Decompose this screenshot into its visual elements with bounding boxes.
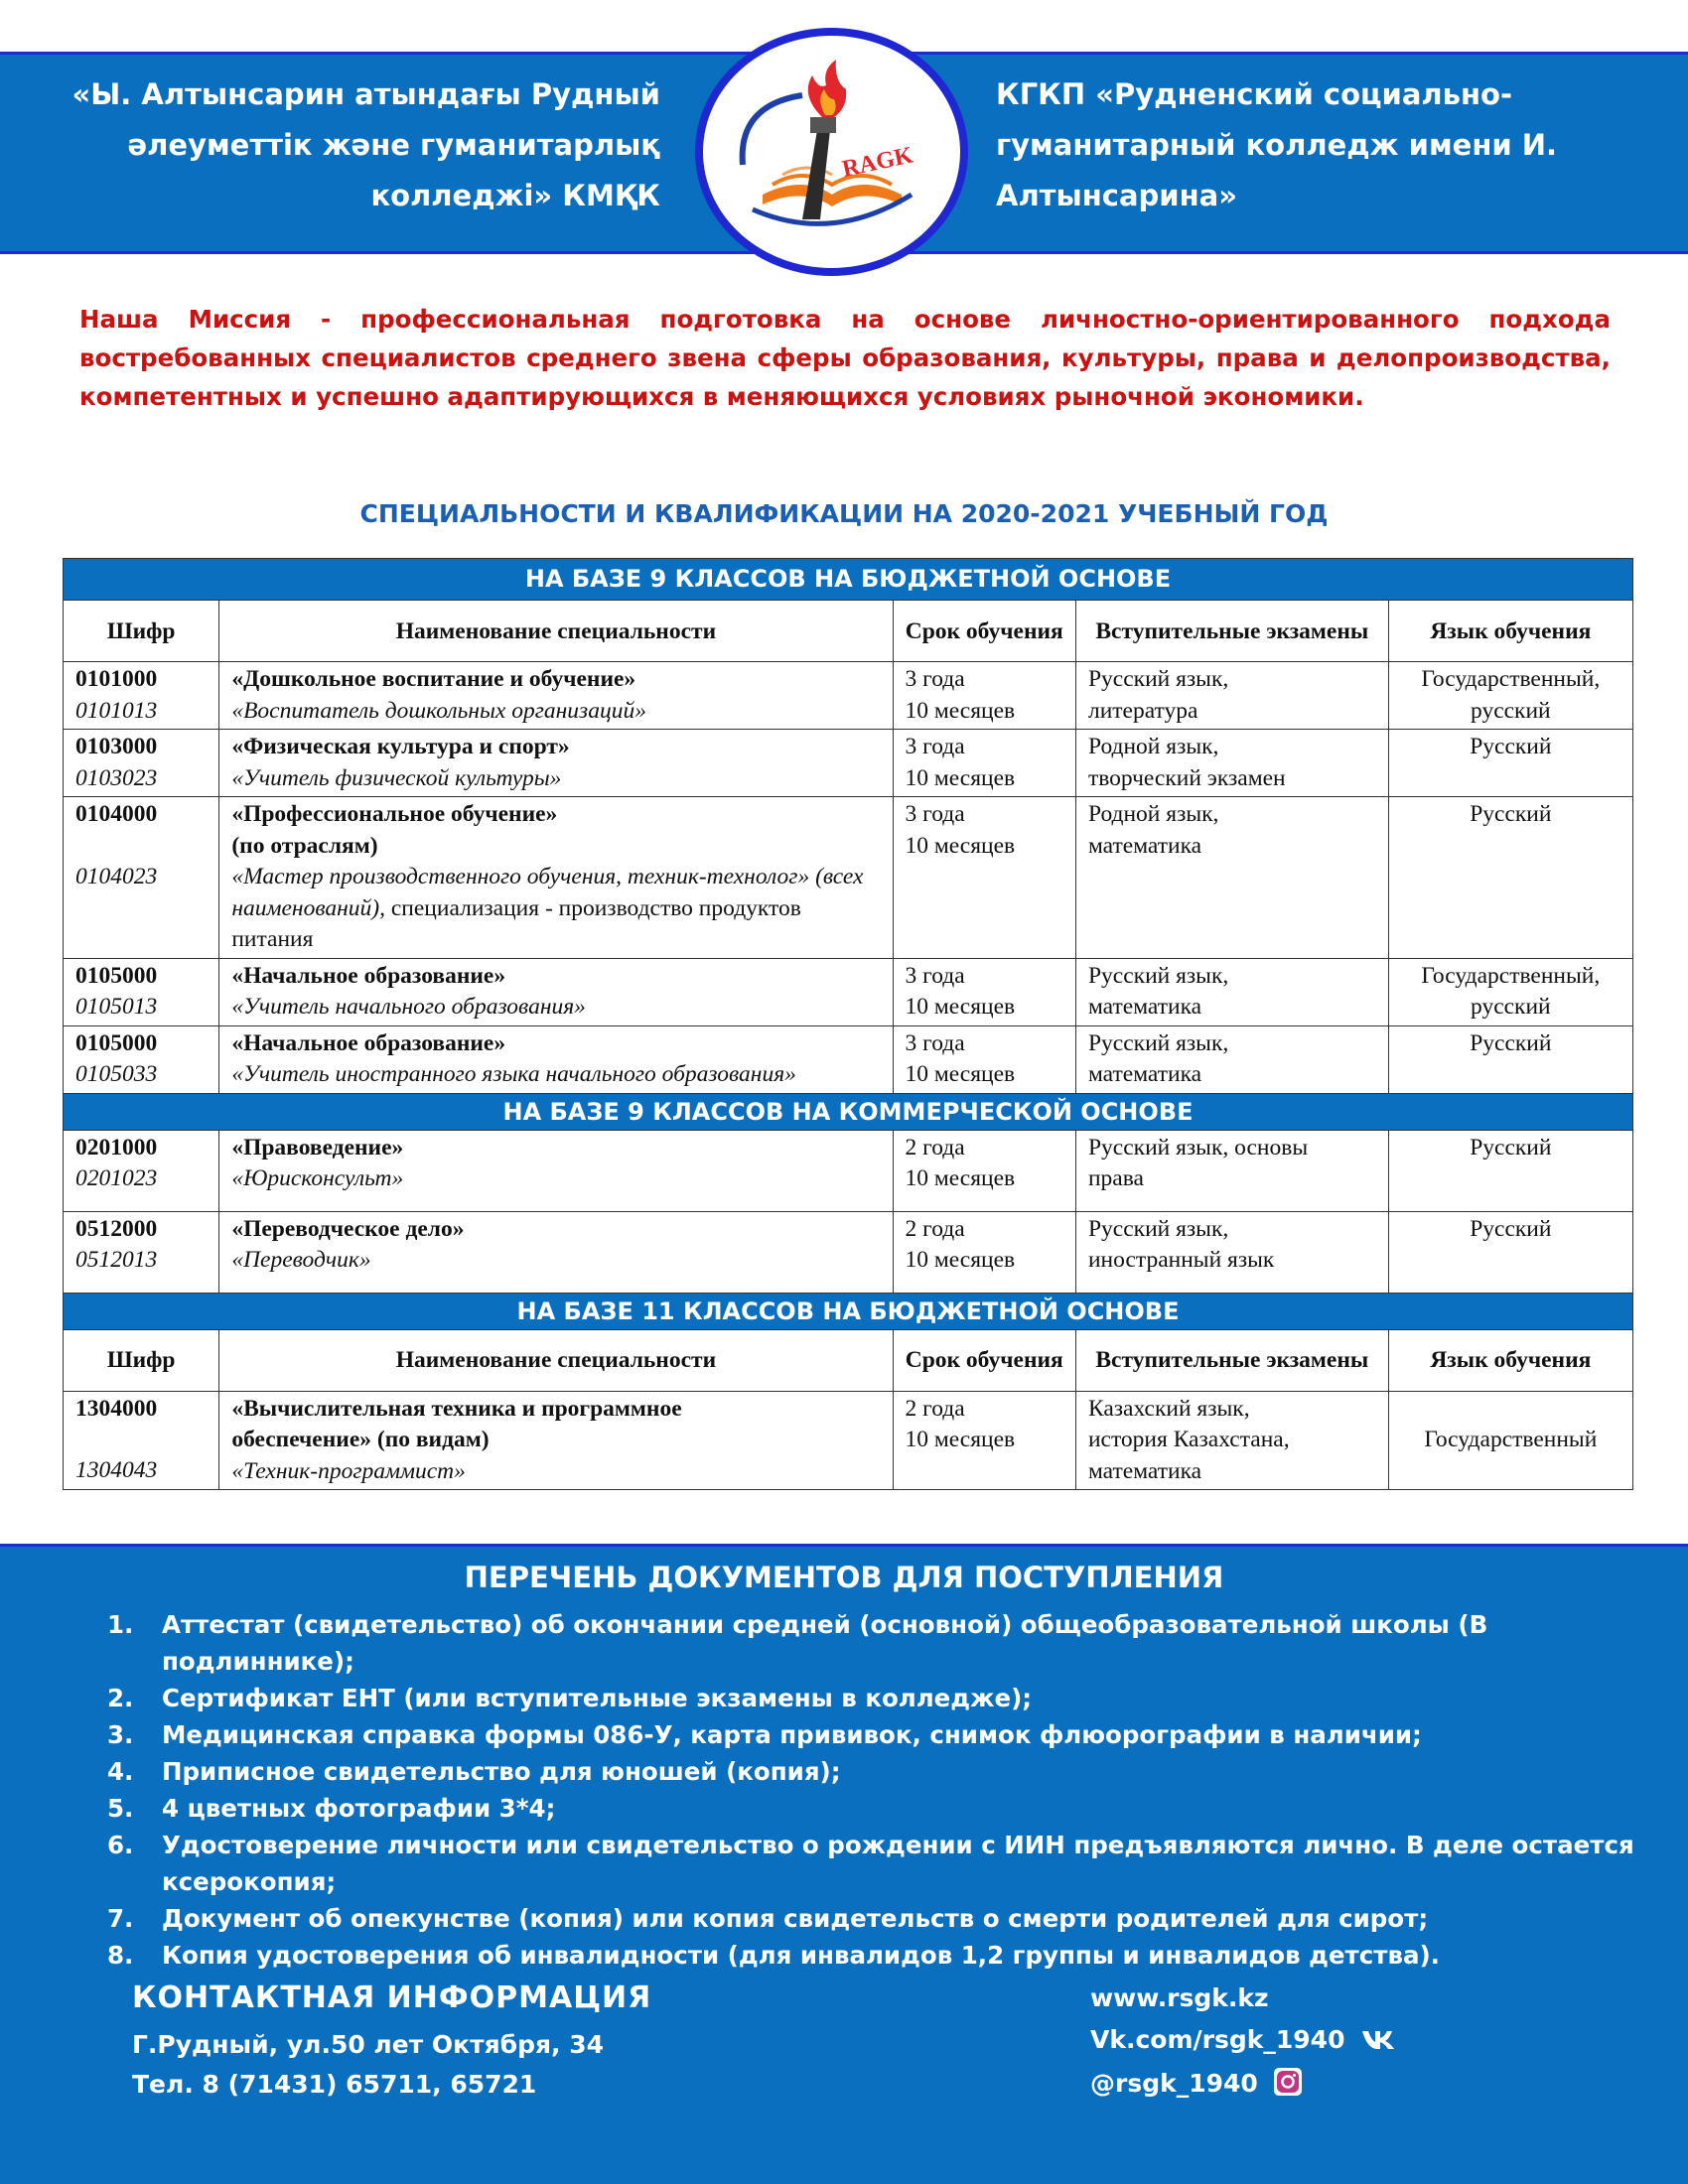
- study-term: 10 месяцев: [905, 697, 1016, 724]
- vk-link[interactable]: Vk.com/rsgk_1940: [1090, 2025, 1345, 2054]
- specialty-name: «Вычислительная техника и программное: [231, 1395, 682, 1422]
- specialties-table: [63, 558, 1633, 1490]
- instagram-link[interactable]: @rsgk_1940: [1090, 2069, 1258, 2098]
- specialty-code: 0105000: [75, 962, 158, 989]
- specialty-name: «Правоведение»: [231, 1134, 404, 1160]
- college-name-kazakh: [40, 69, 660, 221]
- qualification-name: «Юрисконсульт»: [231, 1165, 404, 1191]
- specialties-title: СПЕЦИАЛЬНОСТИ И КВАЛИФИКАЦИИ НА 2020-2021 УЧЕБНЫЙ ГОД: [359, 499, 1329, 528]
- header-right-line: КГКП «Рудненский социально-: [996, 77, 1512, 111]
- column-header: Язык обучения: [1388, 1329, 1632, 1391]
- specialty-name: обеспечение» (по видам): [231, 1427, 490, 1452]
- item-text: Документ об опекунстве (копия) или копия свидетельств о смерти родителей для сирот;: [162, 1904, 1429, 1933]
- specialization: специализация - производство продуктов питания: [231, 894, 801, 952]
- study-term: 3 года: [905, 962, 965, 989]
- column-header: Язык обучения: [1388, 601, 1632, 662]
- entrance-exam: Русский язык,: [1087, 1029, 1229, 1056]
- qualification-name: «Техник-программист»: [231, 1457, 466, 1484]
- item-text: Копия удостоверения об инвалидности (для инвалидов 1,2 группы и инвалидов детства).: [162, 1941, 1440, 1970]
- list-item: [107, 1827, 1656, 1900]
- section-title: НА БАЗЕ 9 КЛАССОВ НА БЮДЖЕТНОЙ ОСНОВЕ: [64, 559, 1633, 601]
- website-link[interactable]: www.rsgk.kz: [1090, 1983, 1269, 2012]
- section-header: [64, 1293, 1633, 1329]
- entrance-exam: творческий экзамен: [1087, 764, 1286, 791]
- table-row: [64, 730, 1633, 797]
- header-left-line: әлеуметтік және гуманитарлық: [127, 128, 660, 162]
- study-term: 10 месяцев: [905, 1061, 1016, 1087]
- specialty-code: 0105000: [75, 1029, 158, 1056]
- specialty-name: «Переводческое дело»: [231, 1215, 465, 1242]
- item-number: 3.: [107, 1720, 134, 1749]
- qualification-code: 0104023: [75, 863, 158, 889]
- torch-book-logo-icon: [723, 56, 941, 254]
- column-header: Вступительные экзамены: [1075, 1329, 1388, 1391]
- mission-statement: Наша Миссия - профессиональная подготовка на основе личностно-ориентированного подхода востребованных специалистов среднего звена сферы образования, культуры, права и делопроизводства, компетентных и успешно адаптирующихся в меняющихся условиях рыночной экономики.: [79, 305, 1611, 411]
- documents-list: [107, 1606, 1656, 1974]
- item-number: 4.: [107, 1757, 134, 1786]
- qualification-code: 0105033: [75, 1061, 158, 1087]
- qualification-code: 0101013: [75, 697, 158, 724]
- item-number: 5.: [107, 1794, 134, 1823]
- entrance-exam: Казахский язык,: [1087, 1395, 1250, 1422]
- qualification-code: 0512013: [75, 1247, 158, 1273]
- qualification-name: «Мастер производственного обучения, техник-технолог» (всех наименований),: [231, 864, 864, 921]
- entrance-exam: Русский язык,: [1087, 1215, 1229, 1242]
- table-row: [64, 1025, 1633, 1093]
- column-header: Наименование специальности: [219, 1329, 893, 1391]
- entrance-exam: права: [1087, 1165, 1144, 1191]
- table-row: [64, 1130, 1633, 1211]
- list-item: [107, 1790, 1656, 1827]
- header-left-line: «Ы. Алтынсарин атындағы Рудный: [71, 77, 660, 111]
- study-term: 10 месяцев: [905, 1427, 1016, 1452]
- instagram-icon: [1273, 2067, 1303, 2103]
- study-term: 3 года: [905, 801, 965, 827]
- study-term: 2 года: [905, 1215, 965, 1242]
- item-text: 4 цветных фотографии 3*4;: [162, 1794, 556, 1823]
- qualification-code: 1304043: [75, 1457, 158, 1483]
- study-term: 10 месяцев: [905, 1247, 1016, 1273]
- entrance-exam: математика: [1087, 1061, 1202, 1087]
- qualification-name: «Учитель физической культуры»: [231, 764, 562, 791]
- item-number: 8.: [107, 1941, 134, 1970]
- qualification-code: 0105013: [75, 994, 158, 1020]
- college-logo: [695, 28, 968, 276]
- documents-title: ПЕРЕЧЕНЬ ДОКУМЕНТОВ ДЛЯ ПОСТУПЛЕНИЯ: [464, 1561, 1224, 1594]
- item-number: 2.: [107, 1684, 134, 1712]
- column-header: Наименование специальности: [219, 601, 893, 662]
- qualification-name: «Переводчик»: [231, 1247, 371, 1273]
- table-row: [64, 1391, 1633, 1490]
- table-row: [64, 797, 1633, 959]
- specialty-name: «Начальное образование»: [231, 962, 506, 989]
- item-text: Аттестат (свидетельство) об окончании средней (основной) общеобразовательной школы (В подлиннике);: [162, 1610, 1488, 1676]
- study-language: русский: [1471, 697, 1551, 724]
- study-language: Русский: [1470, 734, 1552, 759]
- header-right-line: гуманитарный колледж имени И.: [996, 128, 1558, 162]
- table-row: [64, 958, 1633, 1025]
- column-header: Вступительные экзамены: [1075, 601, 1388, 662]
- item-number: 7.: [107, 1904, 134, 1933]
- specialty-name: (по отраслям): [231, 832, 378, 859]
- list-item: [107, 1716, 1656, 1753]
- study-term: 10 месяцев: [905, 764, 1016, 791]
- section-header: [64, 1093, 1633, 1130]
- specialty-code: 0103000: [75, 734, 158, 759]
- specialty-code: 0101000: [75, 666, 158, 692]
- specialty-name: «Дошкольное воспитание и обучение»: [231, 666, 636, 692]
- study-term: 10 месяцев: [905, 1165, 1016, 1191]
- specialty-code: 0104000: [75, 801, 158, 827]
- header-right-line: Алтынсарина»: [996, 179, 1237, 212]
- specialty-name: «Профессиональное обучение»: [231, 801, 558, 827]
- table-row: [64, 1211, 1633, 1293]
- list-item: [107, 1753, 1656, 1790]
- list-item: [107, 1937, 1656, 1974]
- study-term: 2 года: [905, 1395, 965, 1422]
- study-language: Русский: [1470, 1029, 1552, 1056]
- section-header: [64, 559, 1633, 601]
- specialty-code: 0512000: [75, 1215, 158, 1242]
- study-language: Русский: [1470, 801, 1552, 827]
- header-left-line: колледжі» КМҚК: [370, 179, 660, 212]
- table-row: [64, 662, 1633, 730]
- entrance-exam: Русский язык, основы: [1087, 1134, 1309, 1160]
- contact-phone: Тел. 8 (71431) 65711, 65721: [132, 2070, 537, 2099]
- column-header: Шифр: [64, 601, 219, 662]
- entrance-exam: Русский язык,: [1087, 962, 1229, 989]
- study-term: 3 года: [905, 1029, 965, 1056]
- entrance-exam: Родной язык,: [1087, 801, 1219, 827]
- table-header-row: [64, 1329, 1633, 1391]
- qualification-code: 0201023: [75, 1165, 158, 1191]
- entrance-exam: математика: [1087, 994, 1202, 1020]
- section-title: НА БАЗЕ 11 КЛАССОВ НА БЮДЖЕТНОЙ ОСНОВЕ: [64, 1293, 1633, 1329]
- entrance-exam: математика: [1087, 1457, 1202, 1484]
- vk-link-row[interactable]: [1090, 2025, 1399, 2057]
- study-term: 10 месяцев: [905, 994, 1016, 1020]
- list-item: [107, 1606, 1656, 1680]
- study-language: Русский: [1470, 1215, 1552, 1242]
- contact-address: Г.Рудный, ул.50 лет Октября, 34: [132, 2030, 605, 2059]
- study-language: Государственный,: [1421, 666, 1601, 692]
- study-term: 2 года: [905, 1134, 965, 1160]
- qualification-code: 0103023: [75, 764, 158, 791]
- table-header-row: [64, 601, 1633, 662]
- item-text: Медицинская справка формы 086-У, карта прививок, снимок флюорографии в наличии;: [162, 1720, 1422, 1749]
- list-item: [107, 1900, 1656, 1937]
- column-header: Срок обучения: [893, 601, 1075, 662]
- item-number: 6.: [107, 1831, 134, 1859]
- qualification-name: «Учитель начального образования»: [231, 994, 586, 1020]
- entrance-exam: литература: [1087, 697, 1198, 724]
- study-language: Государственный,: [1421, 962, 1601, 989]
- item-number: 1.: [107, 1610, 134, 1639]
- column-header: Шифр: [64, 1329, 219, 1391]
- section-title: НА БАЗЕ 9 КЛАССОВ НА КОММЕРЧЕСКОЙ ОСНОВЕ: [64, 1093, 1633, 1130]
- entrance-exam: Родной язык,: [1087, 734, 1219, 759]
- study-term: 3 года: [905, 734, 965, 759]
- study-language: Русский: [1470, 1134, 1552, 1160]
- entrance-exam: математика: [1087, 832, 1202, 859]
- qualification-name: «Воспитатель дошкольных организаций»: [231, 697, 646, 724]
- study-term: 3 года: [905, 666, 965, 692]
- entrance-exam: Русский язык,: [1087, 666, 1229, 692]
- list-item: [107, 1680, 1656, 1716]
- study-language: русский: [1471, 994, 1551, 1020]
- contact-title: КОНТАКТНАЯ ИНФОРМАЦИЯ: [132, 1980, 652, 2015]
- item-text: Приписное свидетельство для юношей (копия);: [162, 1757, 841, 1786]
- specialty-code: 1304000: [75, 1395, 158, 1422]
- specialty-name: «Начальное образование»: [231, 1029, 506, 1056]
- specialty-name: «Физическая культура и спорт»: [231, 734, 570, 759]
- specialty-code: 0201000: [75, 1134, 158, 1160]
- item-text: Сертификат ЕНТ (или вступительные экзамены в колледже);: [162, 1684, 1033, 1712]
- vk-icon: [1359, 2025, 1399, 2057]
- entrance-exam: иностранный язык: [1087, 1247, 1275, 1273]
- qualification-name: «Учитель иностранного языка начального образования»: [231, 1061, 796, 1087]
- college-name-russian: [996, 69, 1631, 221]
- column-header: Срок обучения: [893, 1329, 1075, 1391]
- entrance-exam: история Казахстана,: [1087, 1427, 1290, 1452]
- item-text: Удостоверение личности или свидетельство о рождении с ИИН предъявляются лично. В деле остается ксерокопия;: [162, 1831, 1634, 1896]
- study-language: Государственный: [1424, 1427, 1598, 1452]
- svg-text:RAGK: RAGK: [839, 142, 915, 183]
- study-term: 10 месяцев: [905, 832, 1016, 859]
- instagram-link-row[interactable]: [1090, 2067, 1303, 2103]
